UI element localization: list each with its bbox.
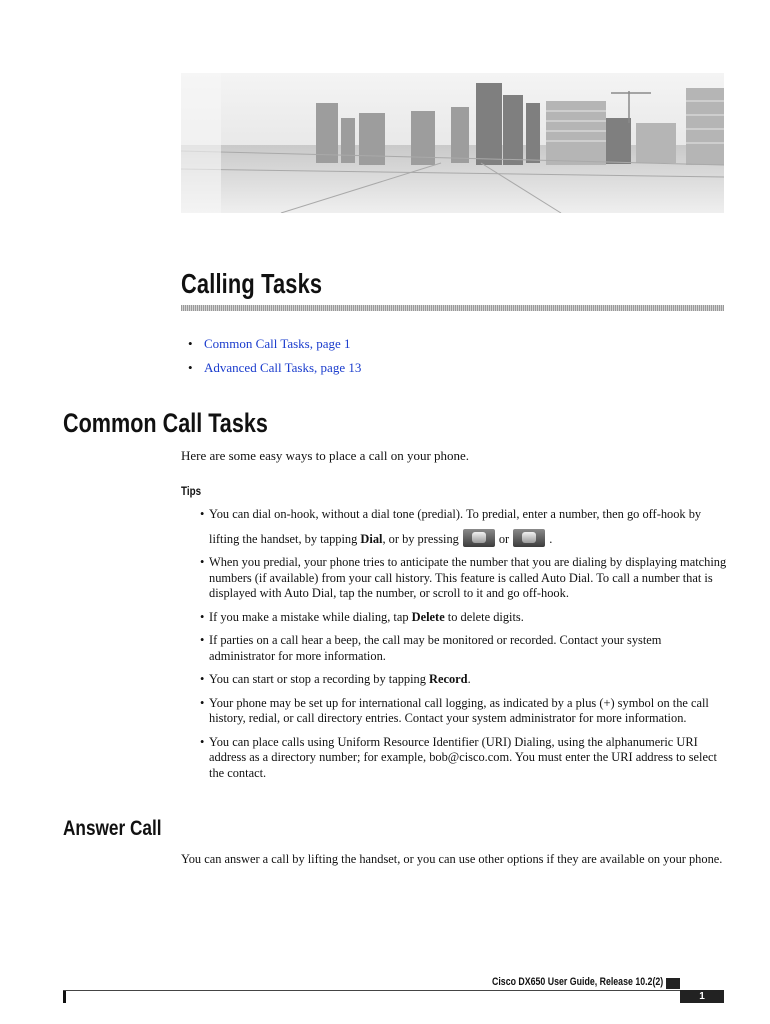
tip-item bbox=[200, 507, 728, 547]
tip-text: , or by pressing bbox=[382, 531, 459, 546]
tip-text: You can start or stop a recording by tapping bbox=[209, 672, 430, 686]
footer-left-marker bbox=[63, 991, 66, 1003]
tip-text: or bbox=[498, 531, 510, 546]
footer-marker bbox=[666, 978, 680, 989]
title-rule bbox=[181, 305, 724, 311]
toc-item bbox=[188, 359, 361, 383]
subsection-title: Answer Call bbox=[63, 817, 162, 840]
tip-item: • When you predial, your phone tries to anticipate the number that you are dialing by displaying matching numbers (if available) from your call history. This feature is called Auto Dial. To call a number that is displayed with Auto Dial, tap the number, or scroll to it and go off-hook. bbox=[200, 555, 728, 602]
tips-list bbox=[200, 507, 728, 789]
city-skyline-banner bbox=[181, 73, 724, 213]
handset-key-icon bbox=[463, 529, 495, 547]
tip-text: . bbox=[467, 672, 471, 686]
tip-item bbox=[200, 672, 728, 688]
tip-item: • If parties on a call hear a beep, the call may be monitored or recorded. Contact your system administrator for more information. bbox=[200, 633, 728, 664]
tip-item: • You can place calls using Uniform Resource Identifier (URI) Dialing, using the alphanumeric URI address as a directory number; for example, bob@cisco.com. You must enter the URI address to select the contact. bbox=[200, 735, 728, 782]
tip-text: lifting the handset, by tapping bbox=[209, 531, 361, 546]
chapter-title: Calling Tasks bbox=[181, 268, 323, 299]
tip-text: If you make a mistake while dialing, tap bbox=[209, 609, 412, 624]
tip-bold-record: Record bbox=[429, 672, 468, 686]
tip-text: . bbox=[549, 531, 553, 546]
section-intro: Here are some easy ways to place a call on your phone. bbox=[181, 448, 470, 463]
tips-heading: Tips bbox=[181, 484, 202, 498]
tip-bold-dial: Dial bbox=[360, 531, 383, 546]
toc-item bbox=[188, 335, 361, 359]
page-number: 1 bbox=[680, 990, 724, 1003]
subsection-body: You can answer a call by lifting the handset, or you can use other options if they are available on your phone. bbox=[181, 852, 723, 866]
chapter-toc bbox=[188, 335, 361, 383]
tip-bold-delete: Delete bbox=[411, 609, 445, 624]
speaker-key-icon bbox=[513, 529, 545, 547]
section-title: Common Call Tasks bbox=[63, 408, 268, 438]
tip-text: You can dial on-hook, without a dial tone (predial). To predial, enter a number, then go off-hook by bbox=[209, 507, 702, 521]
toc-link-common-call-tasks[interactable]: Common Call Tasks, page 1 bbox=[204, 336, 351, 351]
footer-guide-title: Cisco DX650 User Guide, Release 10.2(2) bbox=[492, 976, 664, 988]
footer-rule bbox=[63, 990, 724, 991]
tip-text: to delete digits. bbox=[444, 609, 524, 624]
tip-item: • Your phone may be set up for international call logging, as indicated by a plus (+) symbol on the call history, redial, or call directory entries. Contact your system administrator for more information. bbox=[200, 696, 728, 727]
toc-link-advanced-call-tasks[interactable]: Advanced Call Tasks, page 13 bbox=[204, 360, 362, 375]
tip-item bbox=[200, 610, 728, 626]
